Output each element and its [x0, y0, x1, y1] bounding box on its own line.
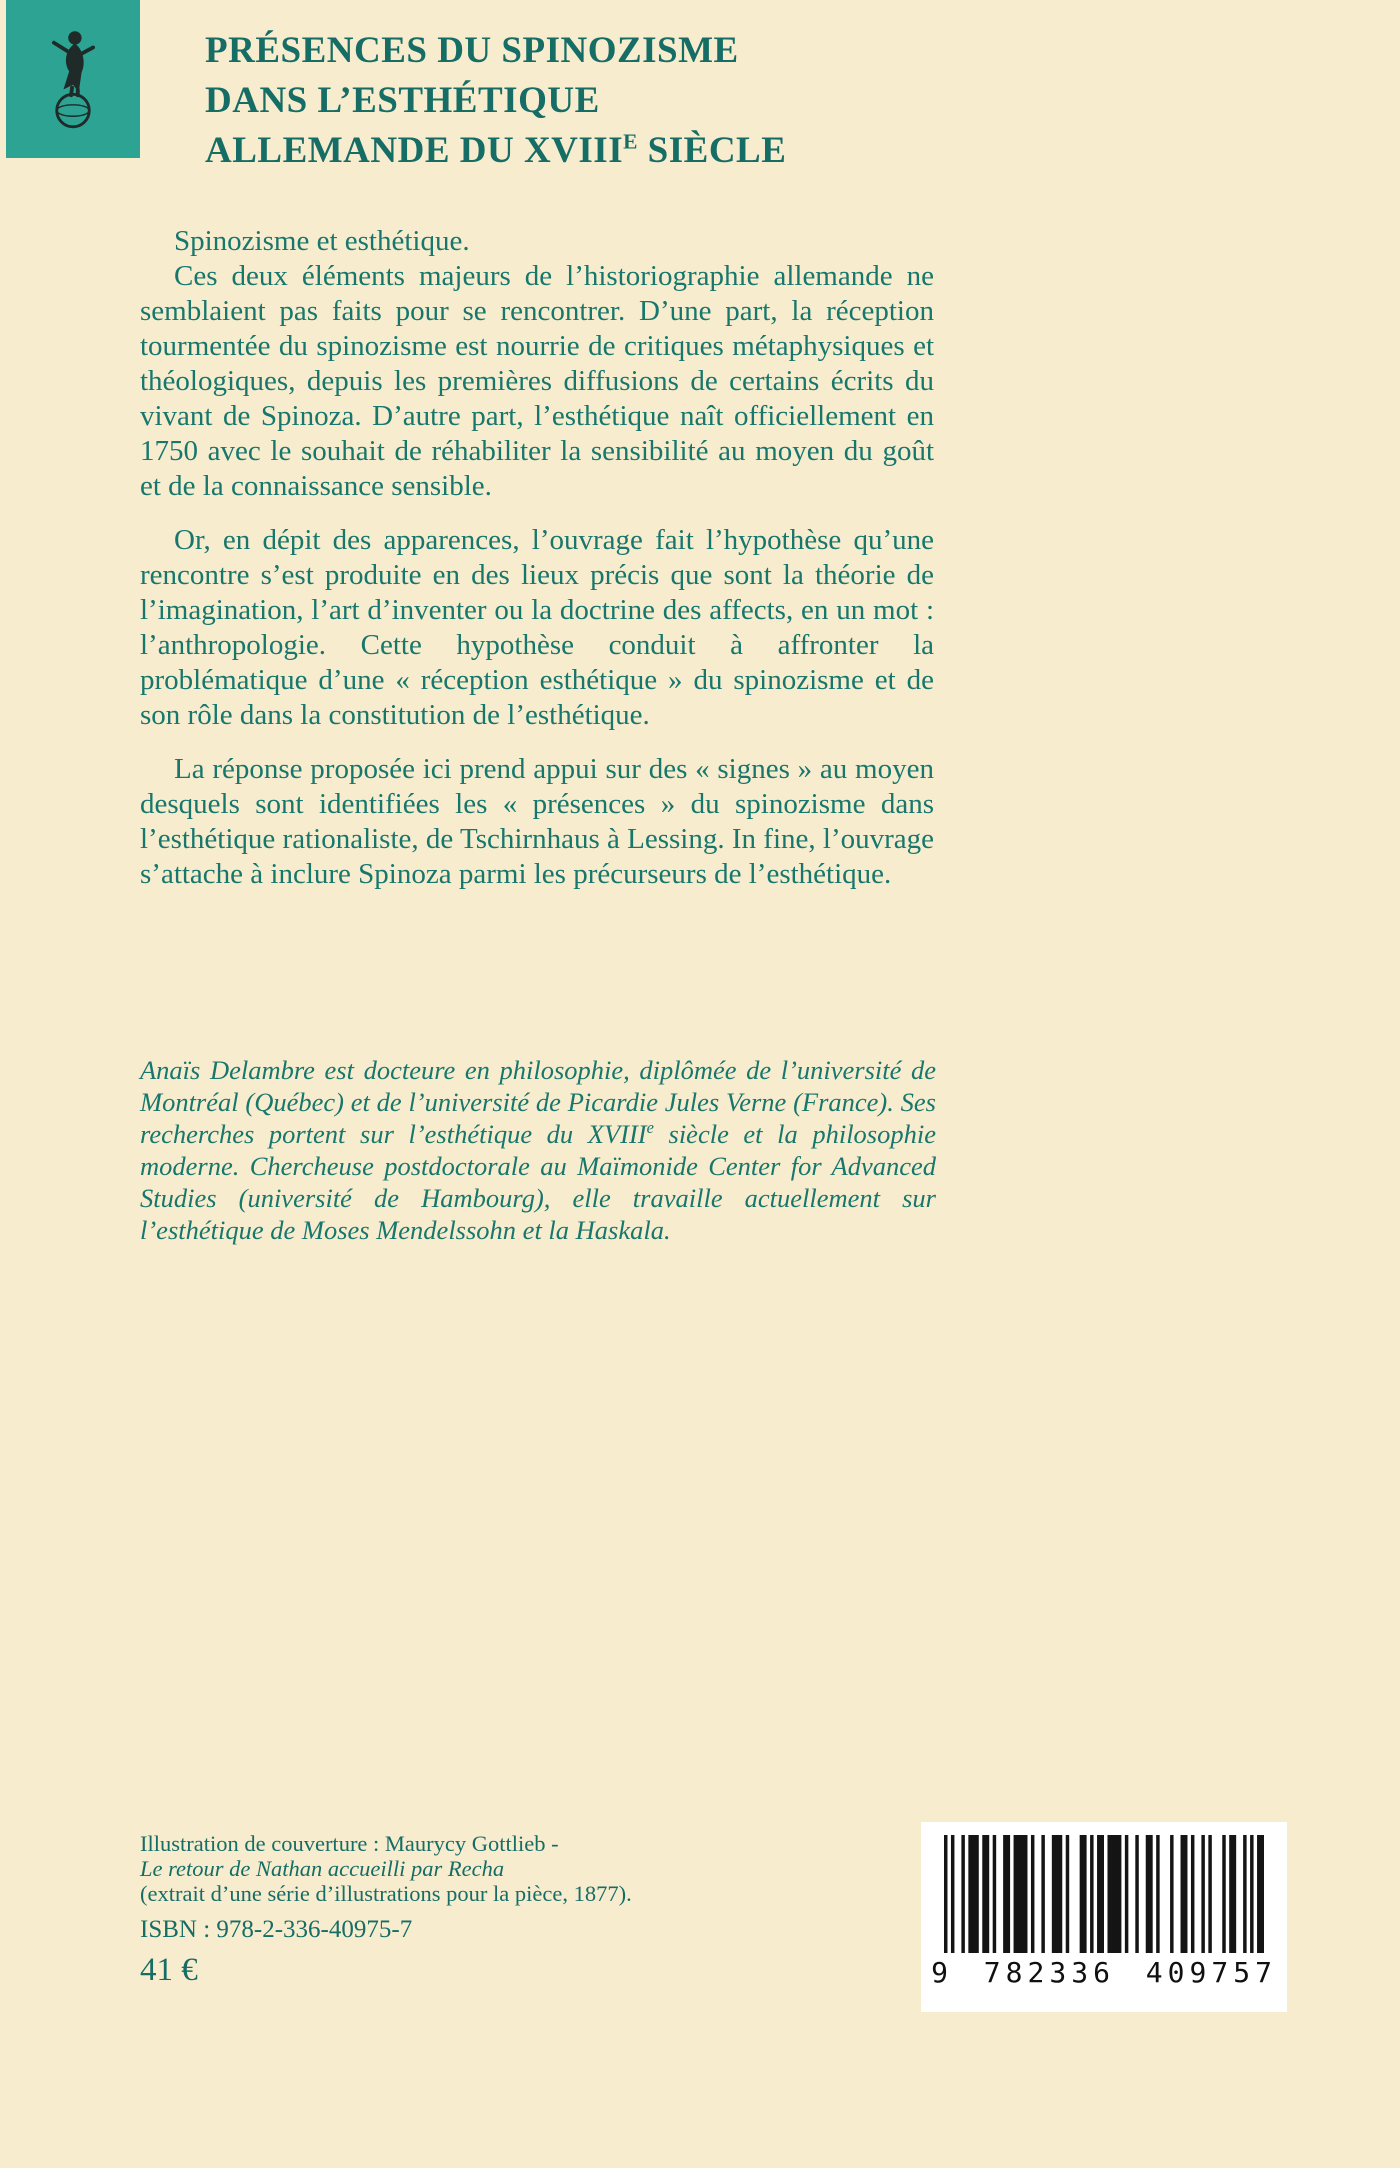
isbn-text: ISBN : 978-2-336-40975-7: [140, 1916, 413, 1943]
harmattan-figure-icon: [30, 16, 116, 142]
credit-line-3: (extrait d’une série d’illustrations pour la pièce, 1877).: [140, 1881, 632, 1906]
barcode: [921, 1822, 1287, 2012]
cover-credit: [140, 1831, 760, 1906]
book-title: [205, 26, 965, 176]
blurb-paragraph-3: La réponse proposée ici prend appui sur des « signes » au moyen desquels sont identifiées les « présences » du spinozisme dans l’esthétique rationaliste, de Tschirnhaus à Lessing. In fine, l’ouvrage s’attache à inclure Spinoza parmi les précurseurs de l’esthétique.: [140, 753, 934, 890]
title-century-superscript: E: [623, 129, 638, 154]
title-line-3: ALLEMANDE DU $XVIII^E$ SIÈCLE: [205, 129, 787, 171]
barcode-digits: 9 782336 409757: [931, 1956, 1277, 1989]
title-line-1: PRÉSENCES DU SPINOZISME: [205, 30, 739, 71]
blurb-paragraph-1: Ces deux éléments majeurs de l’historiographie allemande ne semblaient pas faits pour se rencontrer. D’une part, la réception tourmentée du spinozisme est nourrie de critiques métaphysiques et théologiques, depuis les premières diffusions de certains écrits du vivant de Spinoza. D’autre part, l’esthétique naît officiellement en 1750 avec le souhait de réhabiliter la sensibilité au moyen du goût et de la connaissance sensible.: [140, 260, 934, 502]
bio-century-superscript: e: [646, 1118, 654, 1138]
title-line-2: DANS L’ESTHÉTIQUE: [205, 80, 600, 121]
barcode-bars: [944, 1835, 1264, 1953]
publisher-logo: [6, 0, 140, 158]
back-cover-blurb: [140, 224, 934, 892]
author-bio: Anaïs Delambre est docteure en philosophie, diplômée de l’université de Montréal (Québec) et de l’université de Picardie Jules Verne (France). Ses recherches portent sur l’esthétique du XVIIIe siècle et la philosophie moderne. Chercheuse postdoctorale au Maïmonide Center for Advanced Studies (université de Hambourg), elle travaille actuellement sur l’esthétique de Moses Mendelssohn et la Haskala.: [140, 1055, 937, 1245]
credit-line-1: Illustration de couverture : Maurycy Gottlieb -: [140, 1831, 559, 1856]
price-text: 41 €: [140, 1952, 198, 1988]
blurb-paragraph-2: Or, en dépit des apparences, l’ouvrage fait l’hypothèse qu’une rencontre s’est produite en des lieux précis que sont la théorie de l’imagination, l’art d’inventer ou la doctrine des affects, en un mot : l’anthropologie. Cette hypothèse conduit à affronter la problématique d’une « réception esthétique » du spinozisme et de son rôle dans la constitution de l’esthétique.: [140, 524, 934, 731]
credit-artwork-title: Le retour de Nathan accueilli par Recha: [140, 1856, 505, 1881]
blurb-lead: Spinozisme et esthétique.: [174, 225, 470, 257]
author-name: Anaïs Delambre: [140, 1055, 315, 1085]
